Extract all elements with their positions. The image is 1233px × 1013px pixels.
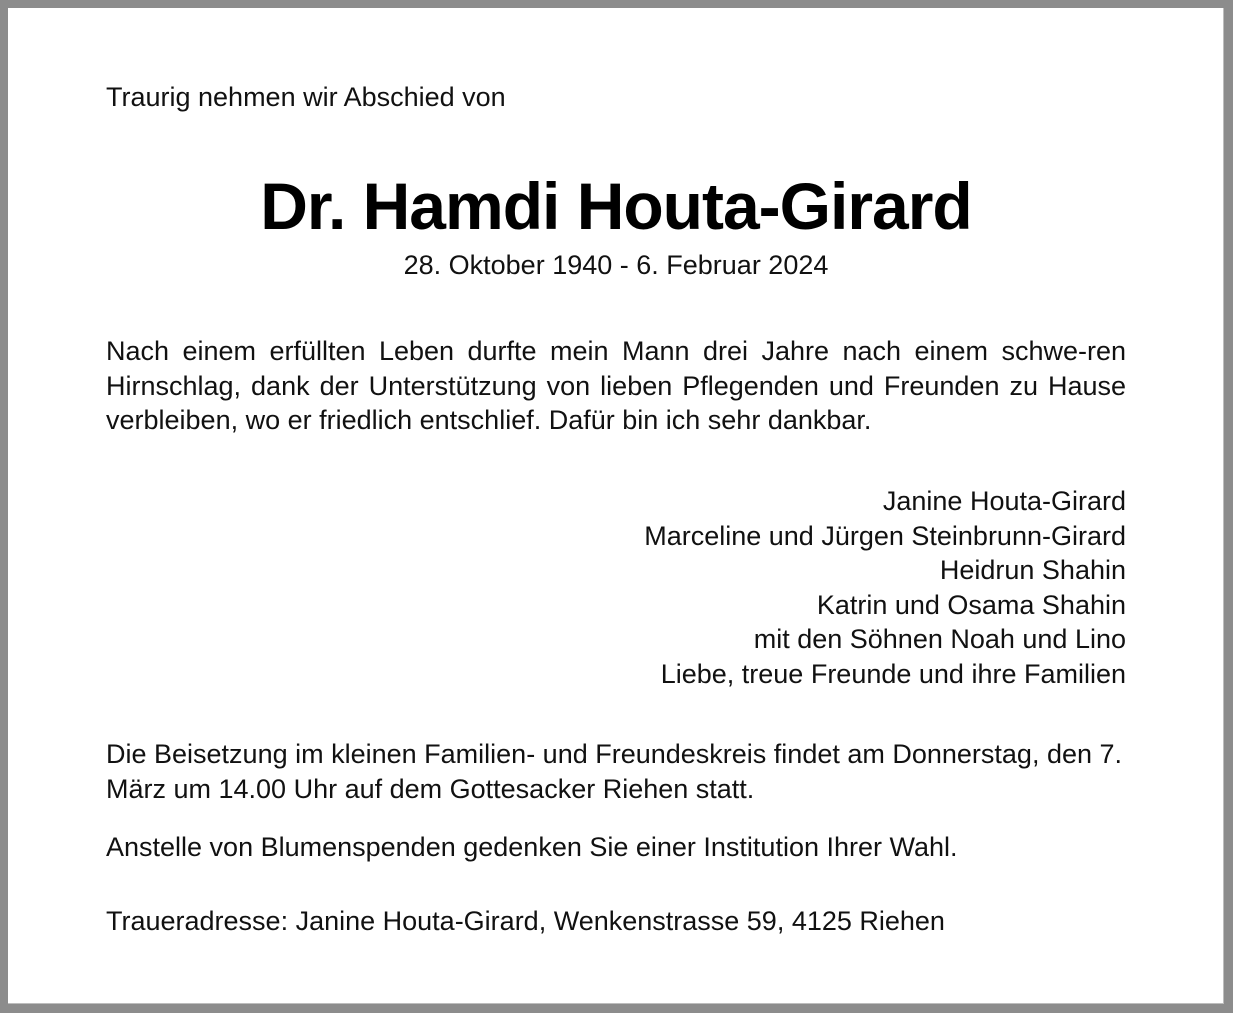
mourner-line: Katrin und Osama Shahin	[816, 589, 1126, 620]
donation-note: Anstelle von Blumenspenden gedenken Sie einer Institution Ihrer Wahl.	[106, 832, 958, 862]
mourning-address: Traueradresse: Janine Houta-Girard, Wenkenstrasse 59, 4125 Riehen	[106, 906, 945, 936]
deceased-name: Dr. Hamdi Houta-Girard	[260, 169, 972, 243]
mourner-line: Liebe, treue Freunde und ihre Familien	[660, 658, 1126, 689]
mourner-line: Heidrun Shahin	[939, 555, 1126, 586]
mourner-line: mit den Söhnen Noah und Lino	[753, 624, 1126, 655]
main-paragraph-text: Nach einem erfüllten Leben durfte mein Mann drei Jahre nach einem schwe-ren Hirnschlag, dank der Unterstützung von lieben Pflegenden und Freunden zu Hause verbleiben, wo er friedlich entschlief. Dafür bin ich sehr dankbar.	[106, 336, 1126, 435]
main-paragraph	[106, 334, 1126, 438]
life-dates: 28. Oktober 1940 - 6. Februar 2024	[403, 250, 829, 280]
mourners-list	[106, 484, 1126, 692]
mourner-line: Marceline und Jürgen Steinbrunn-Girard	[644, 520, 1126, 551]
obituary-page	[8, 8, 1224, 1004]
intro-text: Traurig nehmen wir Abschied von	[106, 82, 506, 112]
mourner-line: Janine Houta-Girard	[882, 486, 1126, 516]
funeral-info: Die Beisetzung im kleinen Familien- und Freundeskreis findet am Donnerstag, den 7. März um 14.00 Uhr auf dem Gottesacker Riehen statt.	[106, 739, 1123, 804]
